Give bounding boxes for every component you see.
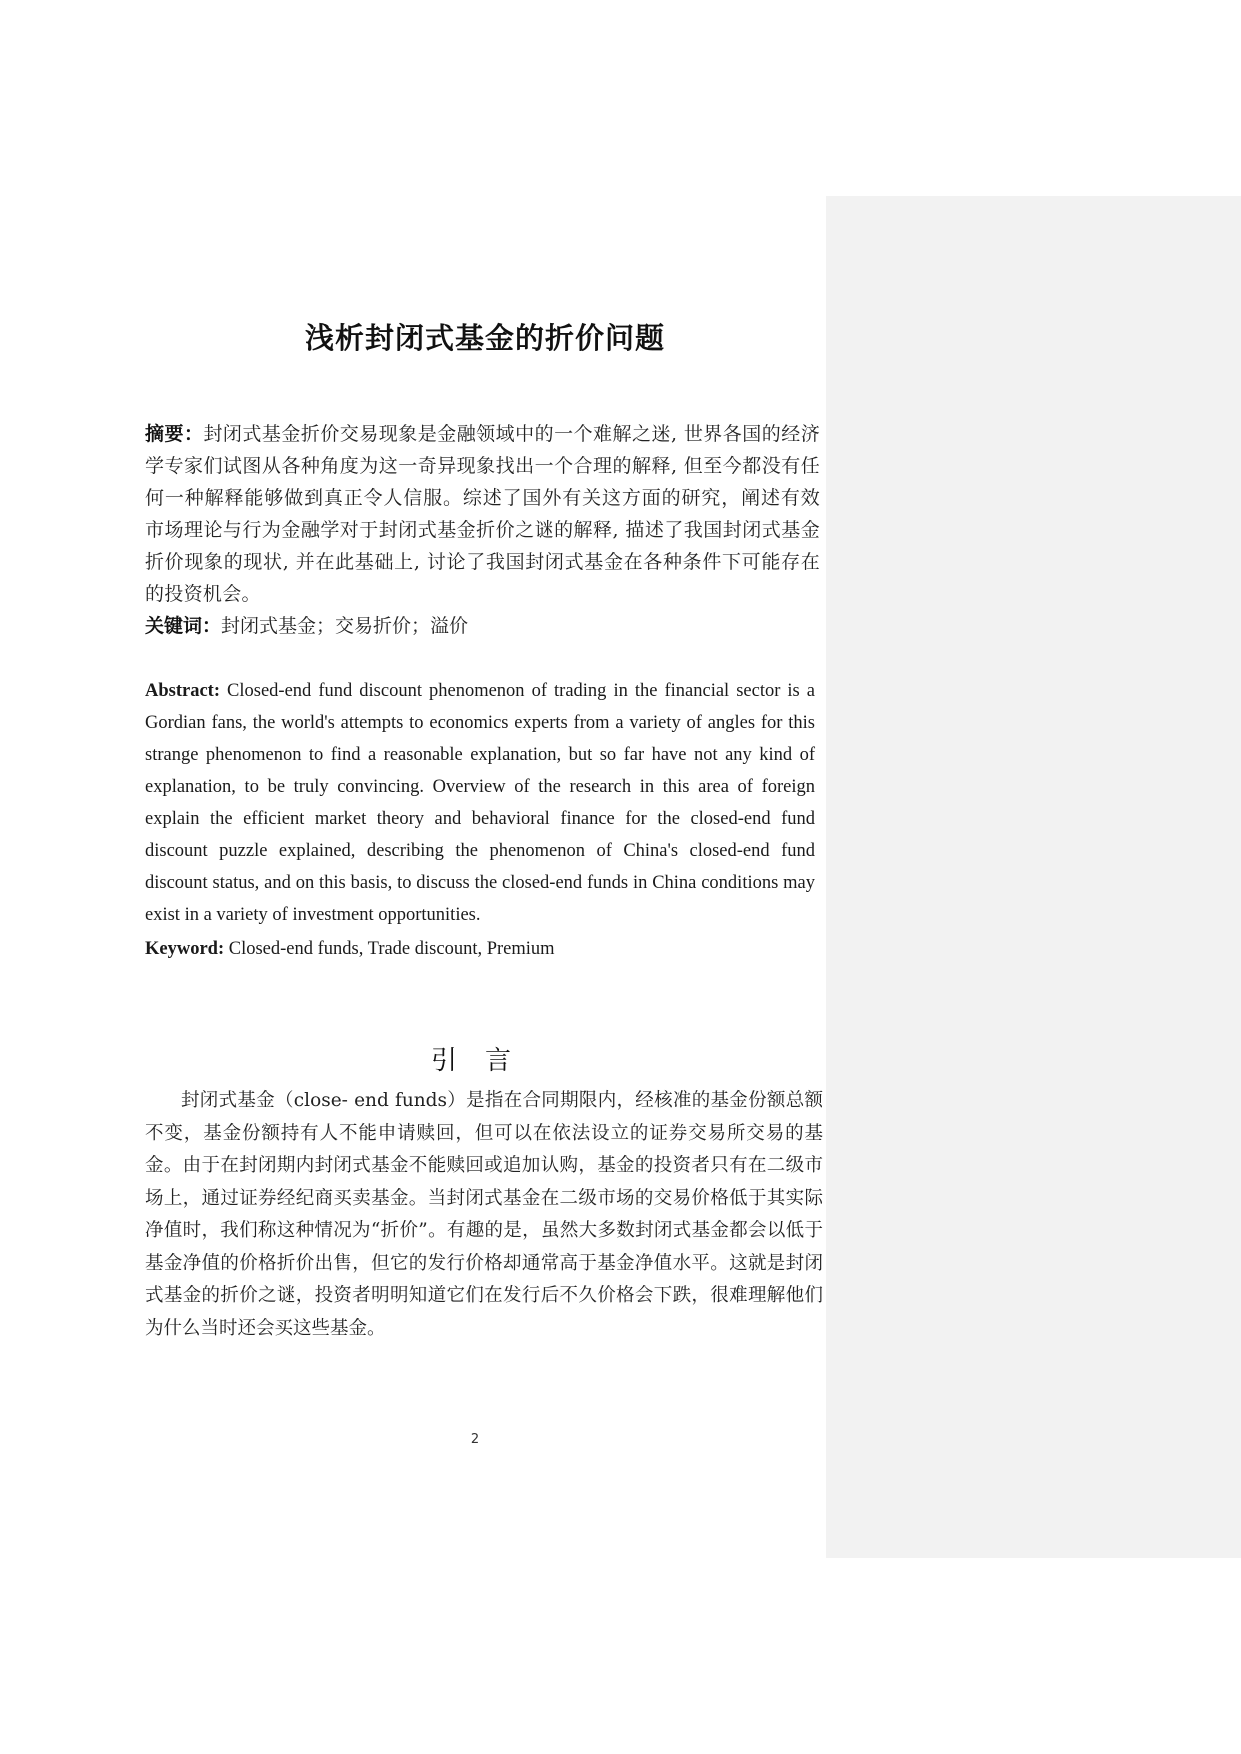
chinese-keywords [145, 610, 820, 642]
chinese-abstract-label: 摘要： [145, 423, 204, 445]
comment-margin-pane [826, 196, 1241, 1558]
chinese-keywords-label: 关键词： [145, 615, 222, 637]
chinese-keywords-text: 封闭式基金；交易折价；溢价 [221, 615, 469, 637]
chinese-abstract [145, 418, 820, 610]
document-title: 浅析封闭式基金的折价问题 [304, 321, 665, 355]
english-abstract-label: Abstract: [145, 681, 221, 701]
introduction-body: 封闭式基金（close- end funds）是指在合同期限内，经核准的基金份额总额不变，基金份额持有人不能申请赎回，但可以在依法设立的证券交易所交易的基金。由于在封闭期内封闭式基金不能赎回或追加认购，基金的投资者只有在二级市场上，通过证券经纪商买卖基金。当封闭式基金在二级市场的交易价格低于其实际净值时，我们称这种情况为“折价”。有趣的是，虽然大多数封闭式基金都会以低于基金净值的价格折价出售，但它的发行价格却通常高于基金净值水平。这就是封闭式基金的折价之谜，投资者明明知道它们在发行后不久价格会下跌，很难理解他们为什么当时还会买这些基金。 [145, 1090, 823, 1339]
english-keywords-label: Keyword: [145, 939, 225, 959]
chinese-abstract-text: 封闭式基金折价交易现象是金融领域中的一个难解之迷, 世界各国的经济学专家们试图从各种角度为这一奇异现象找出一个合理的解释, 但至今都没有任何一种解释能够做到真正令人信服。综述了国外有关这方面的研究，阐述有效市场理论与行为金融学对于封闭式基金折价之谜的解释, 描述了我国封闭式基金折价现象的现状, 并在此基础上, 讨论了我国封闭式基金在各种条件下可能存在的投资机会。 [145, 423, 821, 605]
english-abstract-text: Closed-end fund discount phenomenon of trading in the financial sector is a Gordian fans, the world's attempts to economics experts from a variety of angles for this strange phenomenon to find a reasonable explanation, but so far have not any kind of explanation, to be truly convincing. Overview of the research in this area of foreign explain the efficient market theory and behavioral finance for the closed-end fund discount puzzle explained, describing the phenomenon of China's closed-end fund discount status, and on this basis, to discuss the closed-end funds in China conditions may exist in a variety of investment opportunities. [145, 681, 815, 925]
introduction-heading: 引言 [430, 1046, 539, 1076]
page-number: 2 [470, 1432, 480, 1447]
english-abstract [145, 675, 815, 931]
english-keywords-text: Closed-end funds, Trade discount, Premium [228, 939, 555, 959]
english-keywords [145, 933, 815, 965]
